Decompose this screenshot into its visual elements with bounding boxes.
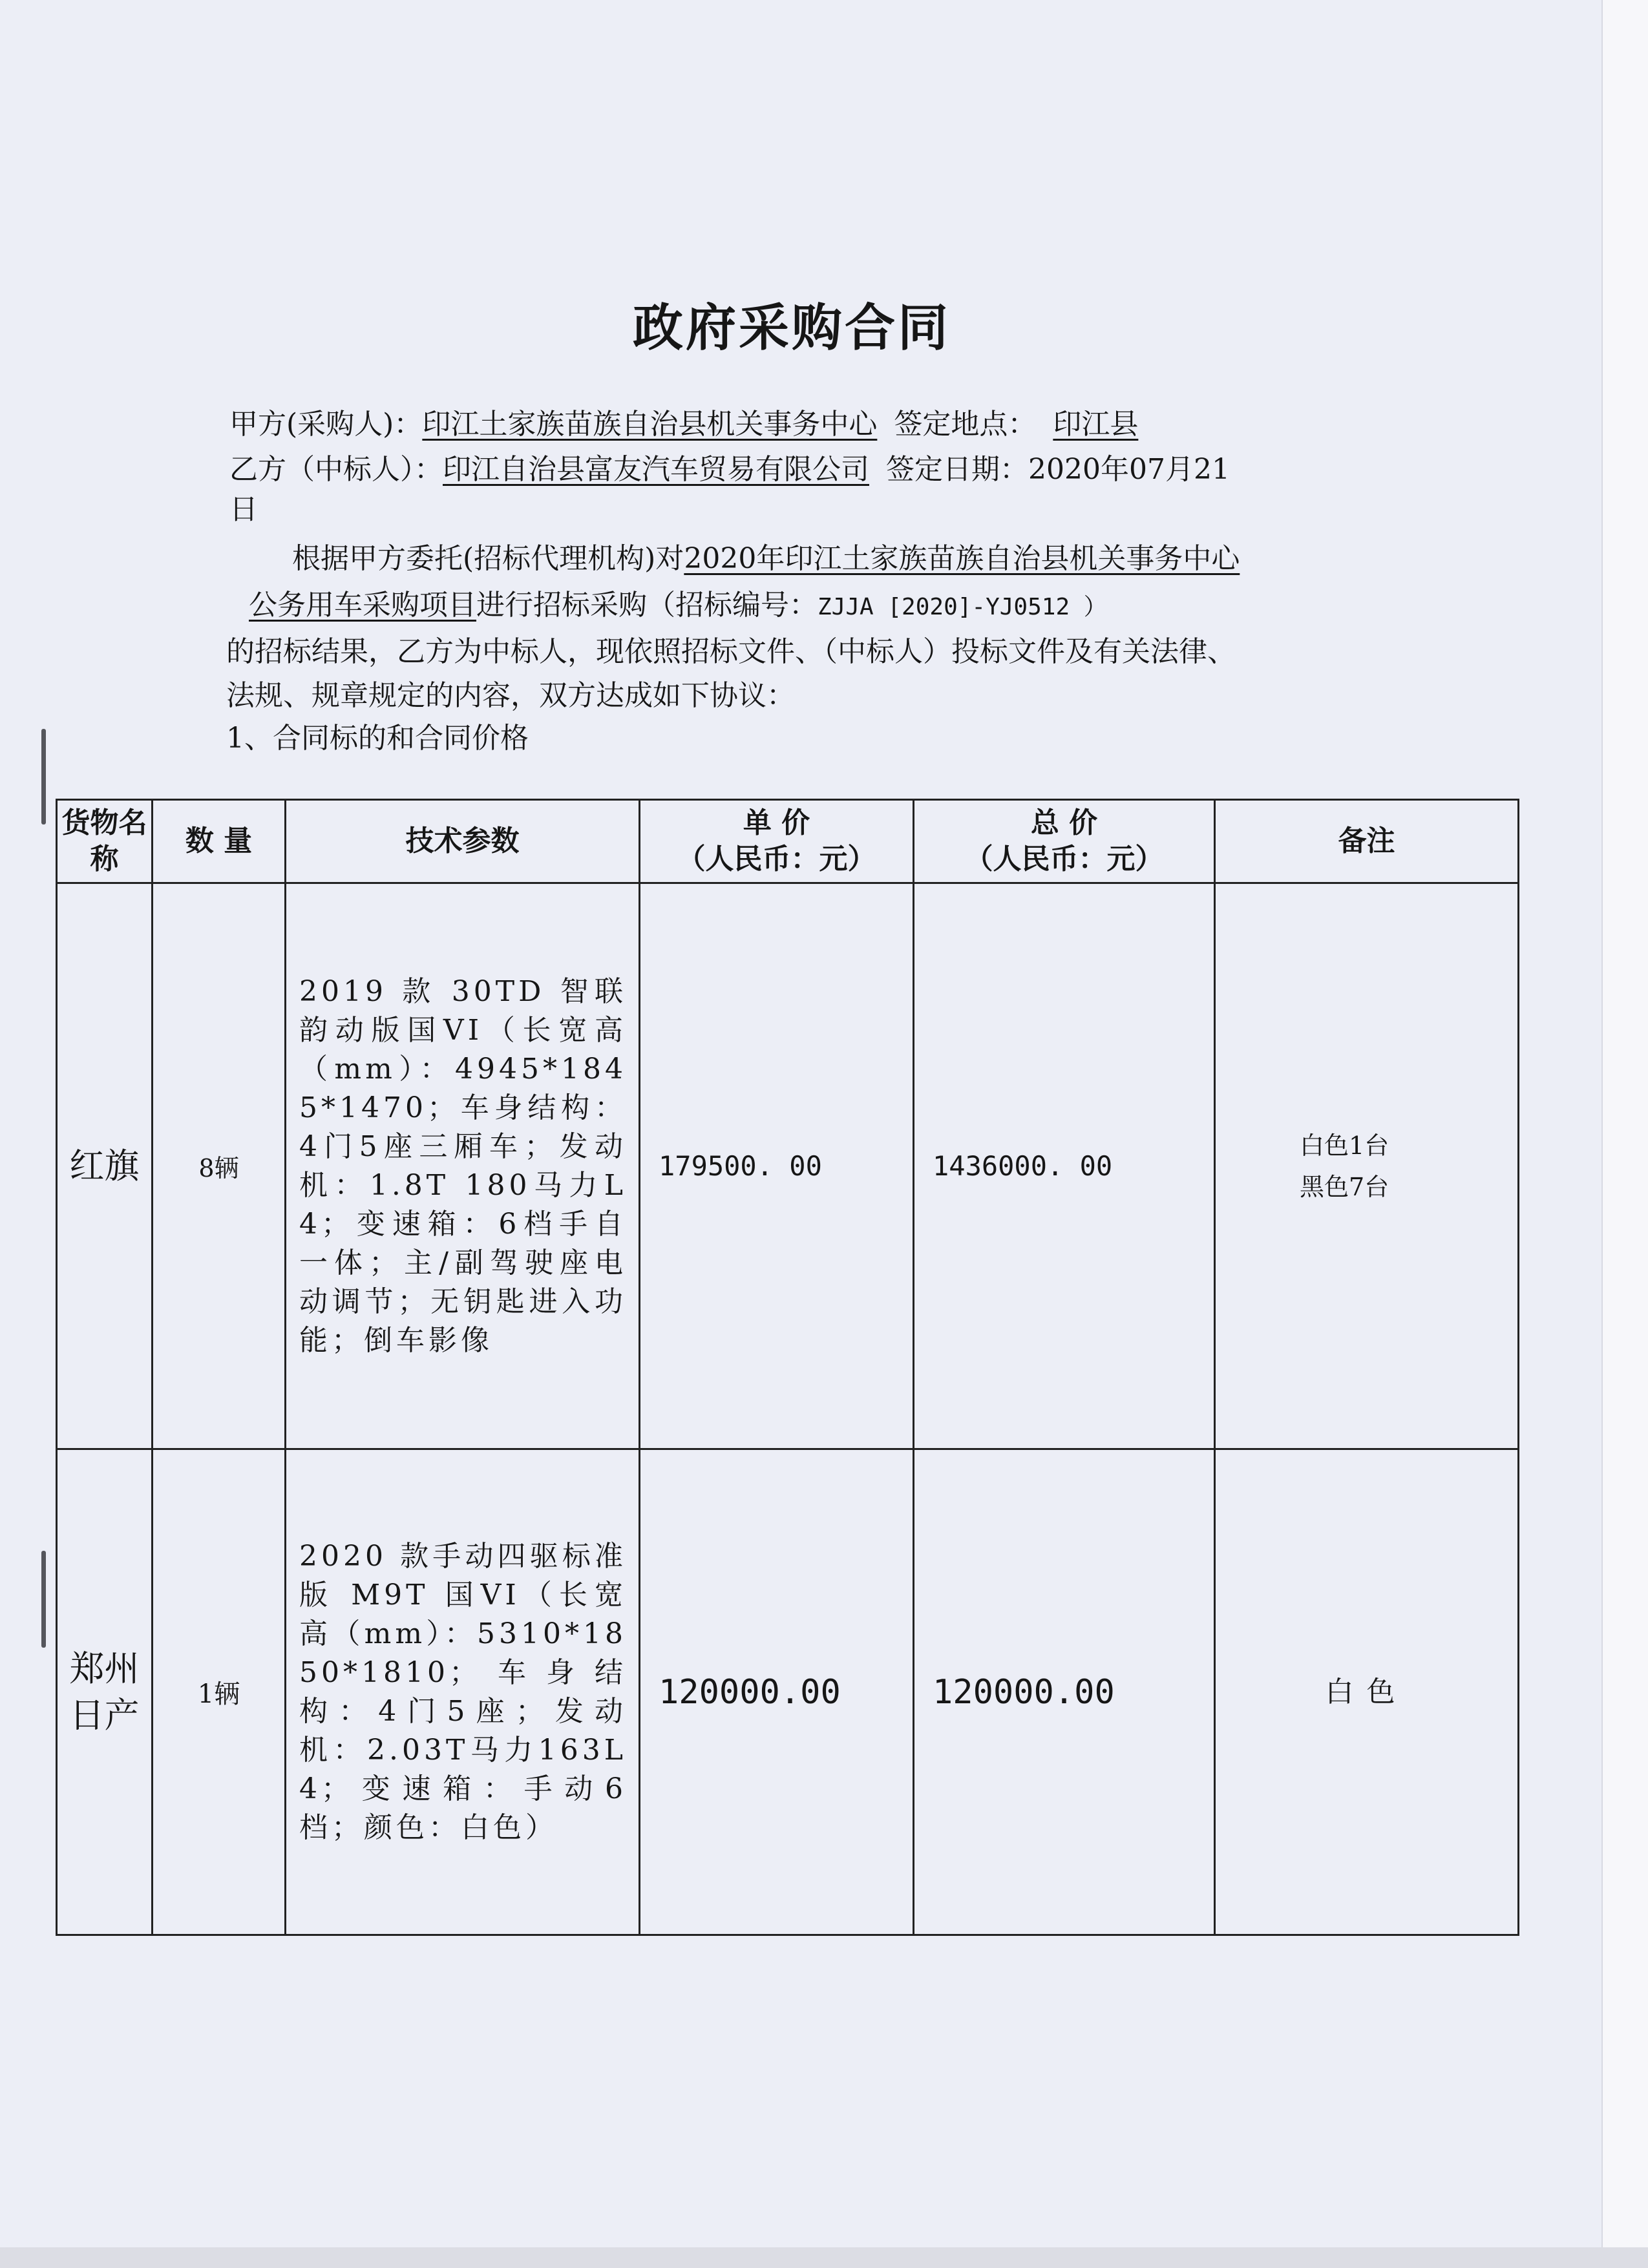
header-unit-price-sub: （人民币：元）	[677, 843, 876, 876]
goods-spec: 2019 款 30TD 智联韵动版国VI（长宽高（mm）：4945*1845*1470；车身结构：4门5座三厢车；发动机：1.8T 180马力L4；变速箱：6档手自一体；主/副驾驶座电动调节；无钥匙进入功能；倒车影像	[286, 883, 640, 1449]
staple-mark	[41, 1551, 46, 1648]
party-a-value: 印江土家族苗族自治县机关事务中心	[422, 408, 878, 441]
party-a-label: 甲方(采购人)：	[229, 408, 423, 441]
party-b-value: 印江自治县富友汽车贸易有限公司	[443, 453, 869, 486]
sign-date-tail: 日	[229, 493, 258, 526]
header-unit-price-label: 单 价	[743, 806, 810, 839]
header-unit-price	[640, 800, 914, 883]
sign-date-label: 签定日期：	[886, 453, 1028, 486]
project-name-2: 公务用车采购项目	[249, 589, 476, 622]
scan-edge-bottom	[0, 2247, 1648, 2268]
tender-number: ZJJA [2020]-YJ0512 ）	[818, 594, 1107, 620]
goods-table	[56, 799, 1519, 1936]
sign-date-value: 2020年07月21	[1028, 453, 1230, 486]
intro-line-1	[292, 535, 1240, 576]
header-total-price	[914, 800, 1215, 883]
goods-spec: 2020 款手动四驱标准版 M9T 国VI（长宽高（mm）：5310*1850*1810；车身结构：4门5座；发动机：2.03T马力163L4；变速箱：手动6档；颜色：白色）	[286, 1449, 640, 1935]
header-name: 货物名称	[57, 800, 153, 883]
goods-name: 红旗	[57, 883, 153, 1449]
goods-qty: 8辆	[153, 883, 286, 1449]
header-total-price-label: 总 价	[1030, 806, 1098, 839]
total-price: 1436000. 00	[914, 883, 1215, 1449]
staple-mark	[41, 729, 46, 824]
intro-line-2	[249, 582, 1107, 623]
intro-prefix: 根据甲方委托(招标代理机构)对	[292, 542, 684, 575]
note-line: 黑色7台	[1300, 1172, 1389, 1201]
table-row	[57, 883, 1519, 1449]
note-line: 白色1台	[1300, 1131, 1389, 1160]
header-spec: 技术参数	[286, 800, 640, 883]
unit-price: 179500. 00	[640, 883, 914, 1449]
goods-note	[1215, 883, 1519, 1449]
project-name-1: 2020年印江土家族苗族自治县机关事务中心	[684, 542, 1240, 575]
goods-note: 白色	[1215, 1449, 1519, 1935]
total-price: 120000.00	[914, 1449, 1215, 1935]
header-note: 备注	[1215, 800, 1519, 883]
unit-price: 120000.00	[640, 1449, 914, 1935]
scan-edge	[1601, 0, 1648, 2268]
goods-qty: 1辆	[153, 1449, 286, 1935]
goods-name: 郑州日产	[57, 1449, 153, 1935]
party-b-label: 乙方（中标人）：	[229, 453, 443, 486]
sign-place-value: 印江县	[1053, 408, 1139, 441]
intro-line-4: 法规、规章规定的内容，双方达成如下协议：	[226, 679, 795, 712]
party-b-line	[229, 446, 1230, 487]
section-heading: 1、合同标的和合同价格	[226, 722, 529, 755]
sign-place-label: 签定地点：	[894, 408, 1037, 441]
header-total-price-sub: （人民币：元）	[964, 843, 1164, 876]
table-row	[57, 1449, 1519, 1935]
table-header-row	[57, 800, 1519, 883]
header-qty: 数 量	[153, 800, 286, 883]
intro-line-3: 的招标结果，乙方为中标人，现依照招标文件、（中标人）投标文件及有关法律、	[226, 635, 1236, 668]
party-a-line	[229, 401, 1138, 442]
intro-mid: 进行招标采购（招标编号：	[476, 589, 818, 622]
page-title: 政府采购合同	[632, 299, 951, 357]
